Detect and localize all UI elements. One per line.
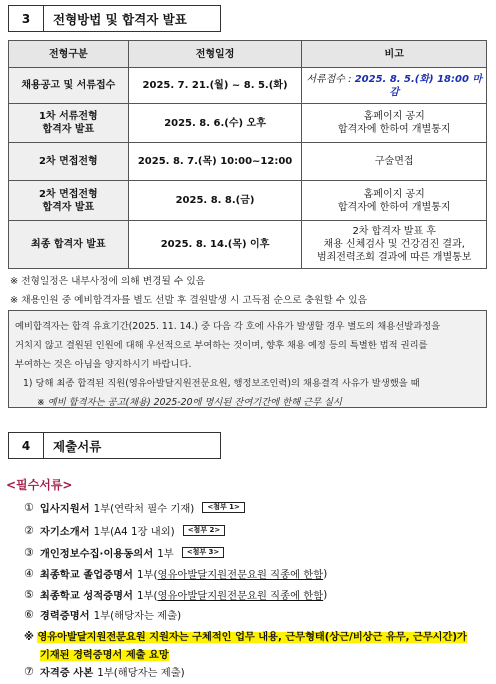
row-note-line: 채용 신체검사 및 건강검진 결과, [323,239,465,250]
item-name: 최종학교 졸업증명서 [39,569,133,581]
item-desc-underlined: 영유아발달지원전문요원 직종에 한함 [157,590,324,602]
row-note-line: 합격자에 한하여 개별통지 [337,124,451,135]
notice-line: 1) 당해 최종 합격된 직원(영유아발달지원전문요원, 행정보조인력)의 채용결격 사유가 발생했을 때 [23,378,420,389]
list-item [24,587,327,602]
section-4-header [8,432,221,459]
row-date: 2025. 8. 6.(수) 오후 [128,104,302,143]
table-row [9,68,487,104]
column-header: 전형구분 [9,41,129,68]
notice-mark: ※ [24,632,34,643]
row-note-line: 홈페이지 공지 [363,111,425,122]
schedule-note: ※ 전형일정은 내부사정에 의해 변경될 수 있음 [10,276,206,287]
row-note [302,68,487,104]
row-note-line: 홈페이지 공지 [363,188,425,200]
row-note [302,104,487,143]
item-name: 경력증명서 [39,610,90,622]
reserve-notice-box [8,310,487,408]
row-label: 채용공고 및 서류접수 [9,68,129,104]
item-number: ④ [24,567,34,580]
highlight-notice-line [40,646,169,661]
item-desc: 1부(A4 1장 내외) [93,526,175,538]
row-note [302,221,487,269]
item-name: 입사지원서 [39,503,90,515]
item-desc: 1부(해당자는 제출) [93,610,182,622]
notice-line: 거치지 않고 결원된 인원에 대해 우선적으로 부여하는 것이며, 향후 채용 예정 등의 특별한 법적 권리를 [15,340,428,351]
item-name: 개인정보수집·이용동의서 [39,548,154,560]
column-header: 전형일정 [128,41,302,68]
row-label [9,181,129,221]
highlighted-text: 기재된 경력증명서 제출 요망 [40,650,169,661]
row-label: 최종 합격자 발표 [9,221,129,269]
row-date: 2025. 8. 7.(목) 10:00~12:00 [128,143,302,181]
column-header: 비고 [302,41,487,68]
table-row [9,104,487,143]
schedule-note: ※ 채용인원 중 예비합격자를 별도 선발 후 결원발생 시 고득점 순으로 충원할 수 있음 [10,295,367,306]
item-desc: ) [323,567,328,580]
notice-line: ※ 예비 합격자는 공고(채용) 2025-20에 명시된 잔여기간에 한해 근무 실시 [37,397,343,408]
section-number: 3 [9,6,44,31]
highlight-notice-line [24,628,467,643]
item-name: 자격증 사본 [39,667,94,679]
section-number: 4 [9,433,44,458]
list-item [24,500,245,515]
row-label: 2차 면접전형 [9,143,129,181]
section-3-header [8,5,221,32]
notice-line: 부여하는 것은 아님을 양지하시기 바랍니다. [15,359,192,370]
table-header-row [9,41,487,68]
list-item [24,664,185,679]
item-desc: 1부( [136,569,158,581]
item-number: ⑦ [24,665,34,678]
row-label-line: 2차 면접전형 [38,188,98,200]
item-desc: 1부 [157,548,174,560]
list-item [24,566,327,581]
item-desc: 1부( [136,590,158,602]
item-desc: ) [323,588,328,601]
item-number: ③ [24,546,34,559]
list-item [24,607,181,622]
row-note-line: 2차 합격자 발표 후 [352,226,436,237]
section-title: 전형방법 및 합격자 발표 [53,11,187,27]
item-name: 자기소개서 [39,526,90,538]
row-note [302,181,487,221]
attachment-tag: <첨부 1> [202,502,245,513]
schedule-table [8,40,487,269]
notice-line: 예비합격자는 합격 유효기간(2025. 11. 14.) 중 다음 각 호에 사유가 발생할 경우 별도의 채용선발과정을 [15,321,441,332]
item-number: ⑤ [24,588,34,601]
item-desc-underlined: 영유아발달지원전문요원 직종에 한함 [157,569,324,581]
required-docs-title: <필수서류> [6,478,73,492]
section-title: 제출서류 [53,438,102,454]
attachment-tag: <첨부 3> [182,547,225,558]
table-row [9,181,487,221]
row-note: 구술면접 [302,143,487,181]
row-label [9,104,129,143]
row-note-line: 합격자에 한하여 개별통지 [337,201,451,213]
item-number: ① [24,501,34,514]
row-label-line: 합격자 발표 [42,201,95,213]
row-date: 2025. 7. 21.(월) ~ 8. 5.(화) [128,68,302,104]
list-item [24,523,225,538]
list-item [24,545,224,560]
row-label-line: 합격자 발표 [42,124,95,135]
item-number: ⑥ [24,608,34,621]
table-row [9,221,487,269]
note-prefix: 서류접수 : [306,73,355,85]
item-desc: 1부(해당자는 제출) [97,667,185,679]
row-note-line: 범죄전력조회 결과에 따른 개별통보 [316,252,472,263]
item-name: 최종학교 성적증명서 [39,590,133,602]
item-number: ② [24,524,34,537]
item-desc: 1부(연락처 필수 기재) [93,503,195,515]
table-row [9,143,487,181]
row-date: 2025. 8. 8.(금) [128,181,302,221]
deadline-text: 2025. 8. 5.(화) 18:00 마감 [354,73,483,98]
row-date: 2025. 8. 14.(목) 이후 [128,221,302,269]
highlighted-text: 영유아발달지원전문요원 지원자는 구체적인 업무 내용, 근무형태(상근/비상근 유무, 근무시간)가 [37,632,467,643]
attachment-tag: <첨부 2> [183,525,226,536]
row-label-line: 1차 서류전형 [38,111,98,122]
